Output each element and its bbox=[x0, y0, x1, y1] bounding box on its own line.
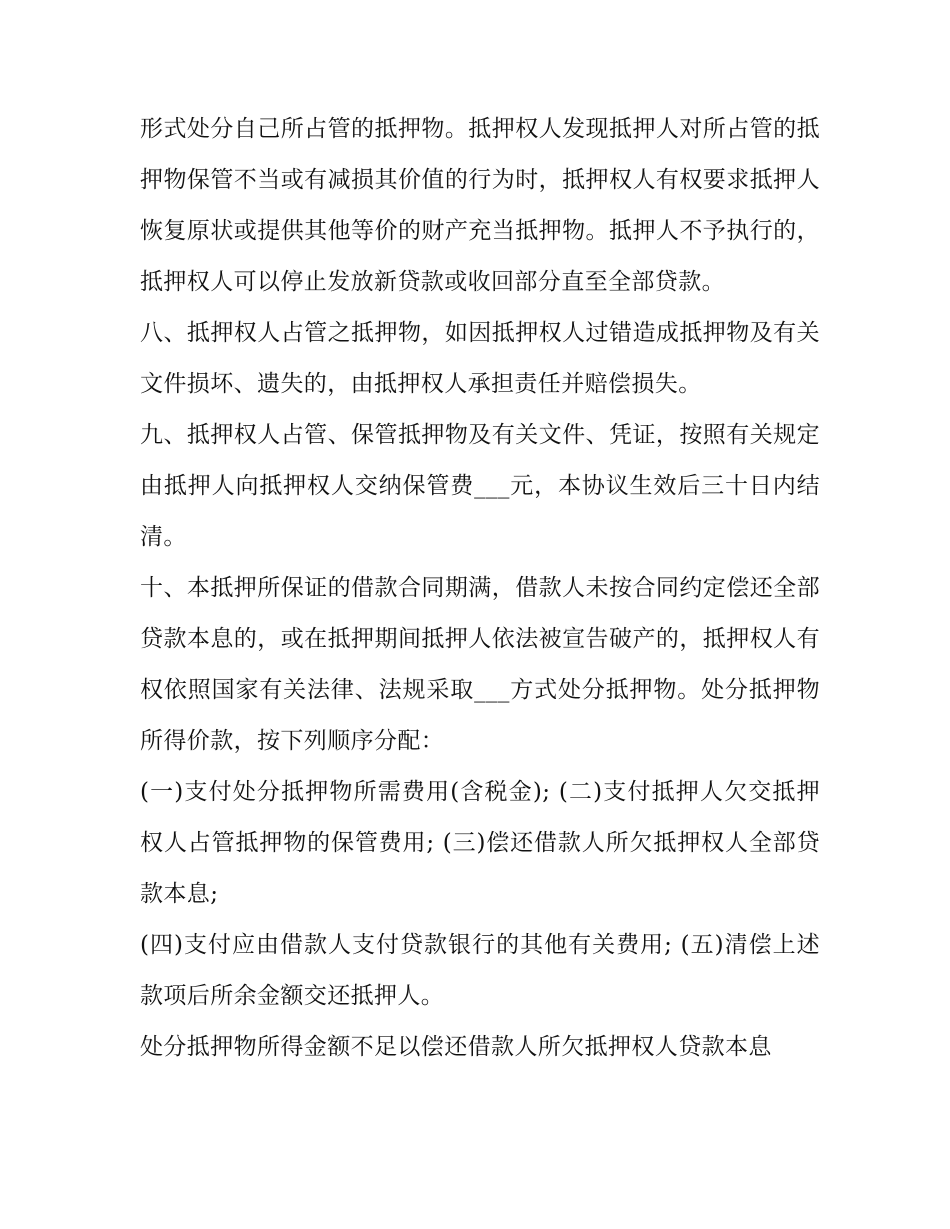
paragraph-clause-nine: 九、抵押权人占管、保管抵押物及有关文件、凭证，按照有关规定由抵押人向抵押权人交纳保管费___元，本协议生效后三十日内结清。 bbox=[140, 422, 820, 550]
document-body bbox=[140, 104, 820, 1073]
paragraph-clause-ten: 十、本抵押所保证的借款合同期满，借款人未按合同约定偿还全部贷款本息的，或在抵押期间抵押人依法被宣告破产的，抵押权人有权依照国家有关法律、法规采取___方式处分抵押物。处分抵押物所得价款，按下列顺序分配： bbox=[140, 575, 820, 754]
paragraph-disposal-terms: 形式处分自己所占管的抵押物。抵押权人发现抵押人对所占管的抵押物保管不当或有减损其价值的行为时，抵押权人有权要求抵押人恢复原状或提供其他等价的财产充当抵押物。抵押人不予执行的，抵押权人可以停止发放新贷款或收回部分直至全部贷款。 bbox=[140, 116, 820, 295]
paragraph-distribution-items-4-5: (四)支付应由借款人支付贷款银行的其他有关费用; (五)清偿上述款项后所余金额交还抵押人。 bbox=[140, 932, 820, 1009]
paragraph-clause-eight: 八、抵押权人占管之抵押物，如因抵押权人过错造成抵押物及有关文件损坏、遗失的，由抵押权人承担责任并赔偿损失。 bbox=[140, 320, 820, 397]
paragraph-shortfall: 处分抵押物所得金额不足以偿还借款人所欠抵押权人贷款本息 bbox=[140, 1034, 772, 1060]
paragraph-distribution-items-1-3: (一)支付处分抵押物所需费用(含税金); (二)支付抵押人欠交抵押权人占管抵押物的保管费用; (三)偿还借款人所欠抵押权人全部贷款本息; bbox=[140, 779, 820, 907]
